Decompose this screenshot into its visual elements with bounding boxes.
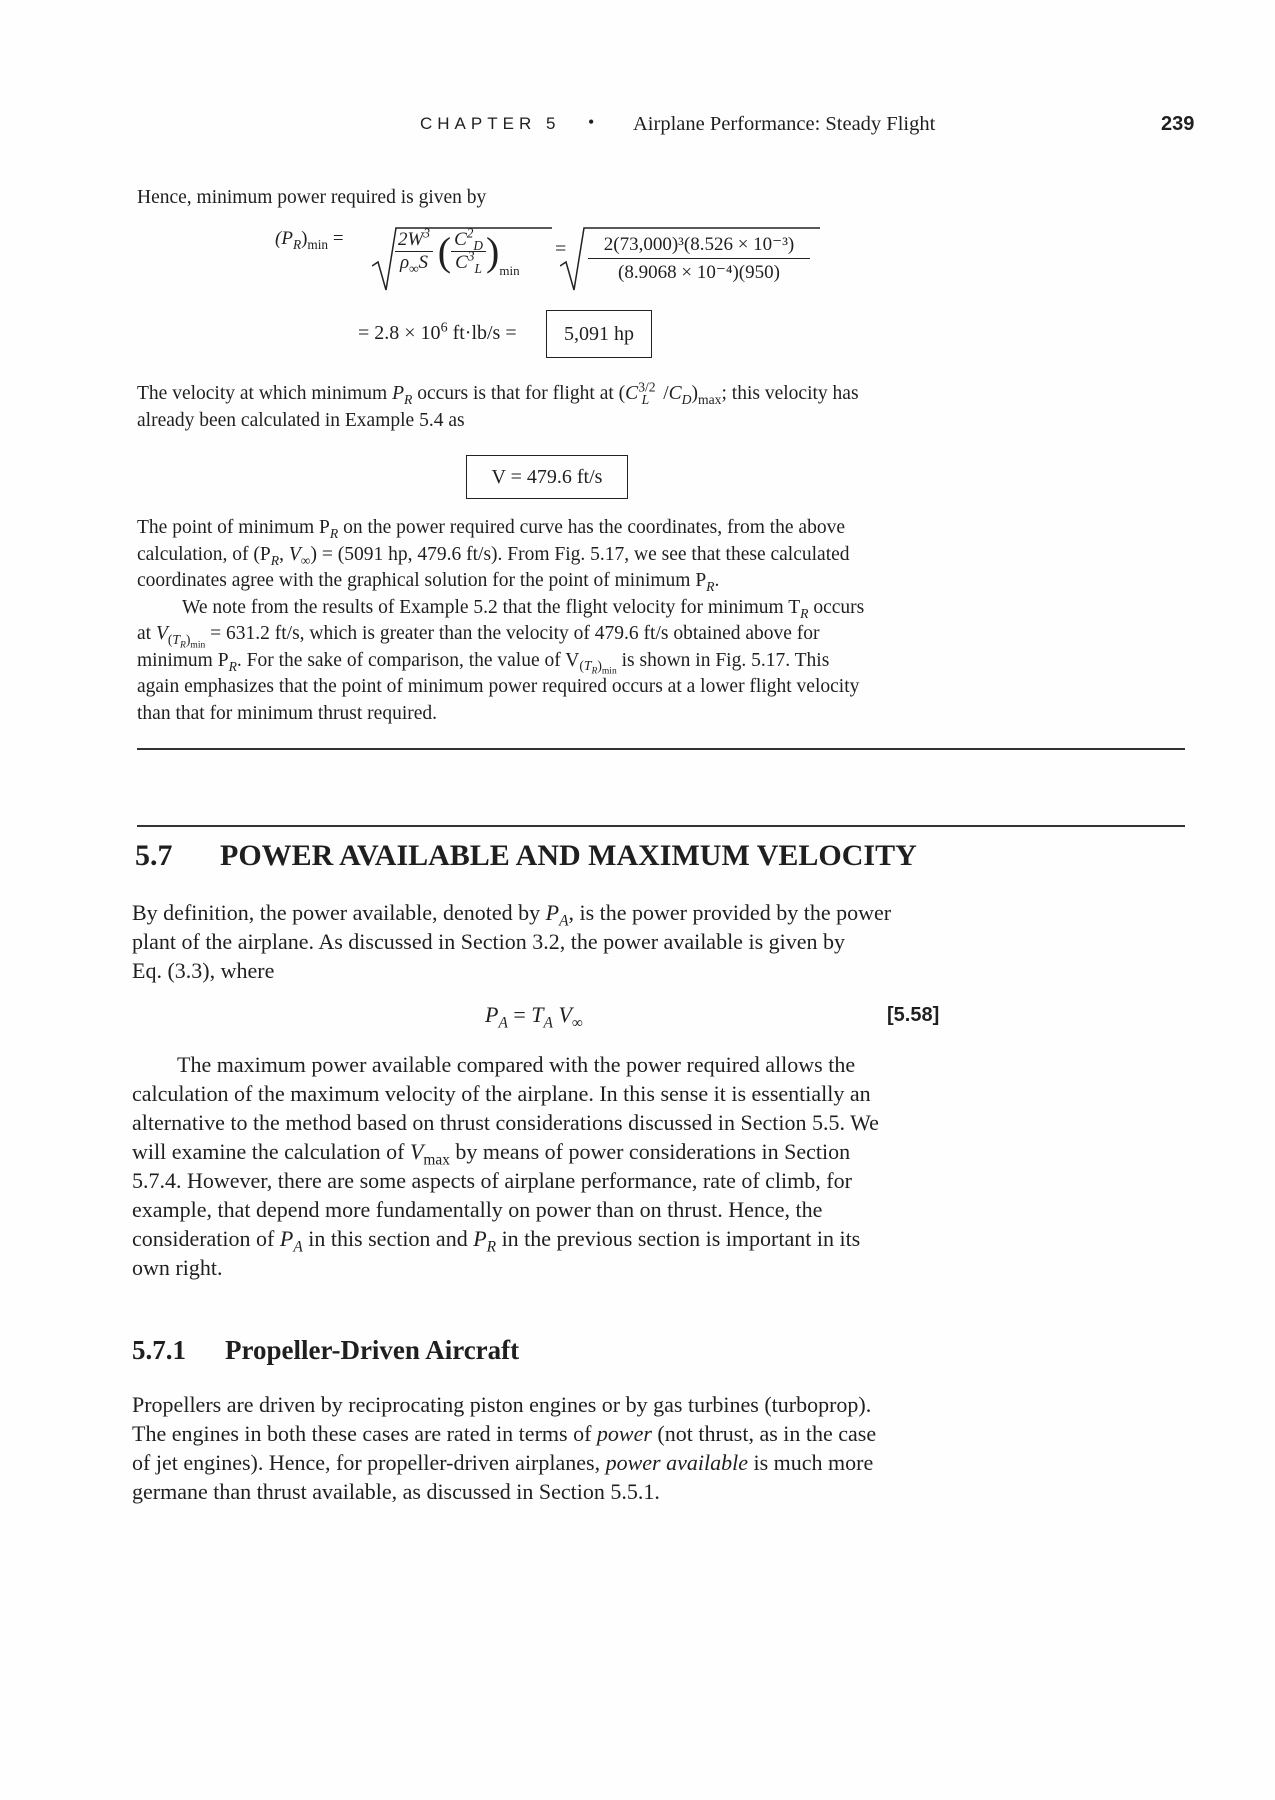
separator-rule-top [137, 748, 1185, 750]
numeric-numerator: 2(73,000)³(8.526 × 10⁻³) [588, 233, 810, 259]
chapter-title: Airplane Performance: Steady Flight [633, 113, 936, 135]
numeric-fraction [588, 233, 810, 284]
section-intro: By definition, the power available, denoted by $P_A$, is the power provided by the power plant of the airplane. As discussed in Section 3.2, the power available is given by Eq. (3.3), where [132, 900, 892, 983]
velocity-paragraph: The velocity at which minimum $P_R$ occurs is that for flight at ($C^{3/2}_L$ $/C_D)_{max}$; this velocity has already been calculated in Example 5.4 as [137, 379, 859, 431]
pr-min-lhs-open: (P [275, 228, 293, 249]
chapter-label: CHAPTER 5 [420, 114, 561, 133]
numeric-denominator: (8.9068 × 10⁻⁴)(950) [618, 262, 780, 283]
boxed-result-5091hp: 5,091 hp [546, 310, 652, 358]
subsection-number: 5.7.1 [132, 1335, 186, 1365]
separator-rule-section [137, 825, 1185, 827]
intro-text: Hence, minimum power required is given by [137, 187, 487, 208]
equals-sign: = [555, 238, 567, 260]
page-number: 239 [1161, 113, 1195, 135]
pr-min-lhs: $(P_R)_{min}$ = [275, 228, 344, 252]
equation-label: [5.58] [887, 1004, 940, 1026]
symbolic-sqrt-content: $\frac{2W^3}{\rho_\infty S}$ ( $\frac{C^2_D}{C^3_L}$ )$_{min}$ [395, 228, 520, 275]
equation-5-58: $P_A = T_A$ $V_\infty$ [485, 1002, 583, 1032]
result-prefix: = 2.8 × 10 [358, 322, 441, 344]
minimum-point-paragraph: The point of minimum $P_R$ on the power required curve has the coordinates, from the above calculation, of ($P_R$, $V_\infty) = (5091$ hp, 479.6 ft/s). From Fig. 5.17, we see that these calculated coordinates agree with the graphical solution for the point of minimum $P_R$. We note from the results of Example 5.2 that the flight velocity for minimum $T_R$ occurs at $V_{(T_R)_{min}} = 631.2$ ft/s, which is greater than the velocity of 479.6 ft/s obtained above for minimum $P_R$. For the sake of comparison, the value of $V_{(T_R)_{min}}$ is shown in Fig. 5.17. This again emphasizes that the point of minimum power required occurs at a lower flight velocity than that for minimum thrust required. [137, 517, 865, 724]
result-units: ft·lb/s = [447, 322, 517, 344]
section-number: 5.7 [135, 839, 173, 872]
section-title: POWER AVAILABLE AND MAXIMUM VELOCITY [220, 839, 917, 872]
boxed-velocity: V = 479.6 ft/s [466, 455, 628, 499]
pr-min-lhs-sub: R [292, 236, 302, 252]
body-paragraph: The maximum power available compared with the power required allows the calculation of the maximum velocity of the airplane. In this sense it is essentially an alternative to the method based on thrust considerations discussed in Section 5.5. We will examine the calculation of $V_{max}$ by means of power considerations in Section 5.7.4. However, there are some aspects of airplane performance, rate of climb, for example, that depend more fundamentally on power than on thrust. Hence, the consideration of $P_A$ in this section and $P_R$ in the previous section is important in its own right. [132, 1052, 879, 1280]
subsection-paragraph: Propellers are driven by reciprocating piston engines or by gas turbines (turboprop). The engines in both these cases are rated in terms of power (not thrust, as in the case of jet engines). Hence, for propeller-driven airplanes, power available is much more germane than thrust available, as discussed in Section 5.5.1. [132, 1392, 877, 1504]
subsection-title: Propeller-Driven Aircraft [225, 1335, 520, 1365]
pr-min-result [358, 322, 517, 345]
pr-min-lhs-min: min [307, 236, 329, 252]
header-bullet: • [588, 112, 595, 132]
result-exponent: 6 [440, 320, 448, 336]
